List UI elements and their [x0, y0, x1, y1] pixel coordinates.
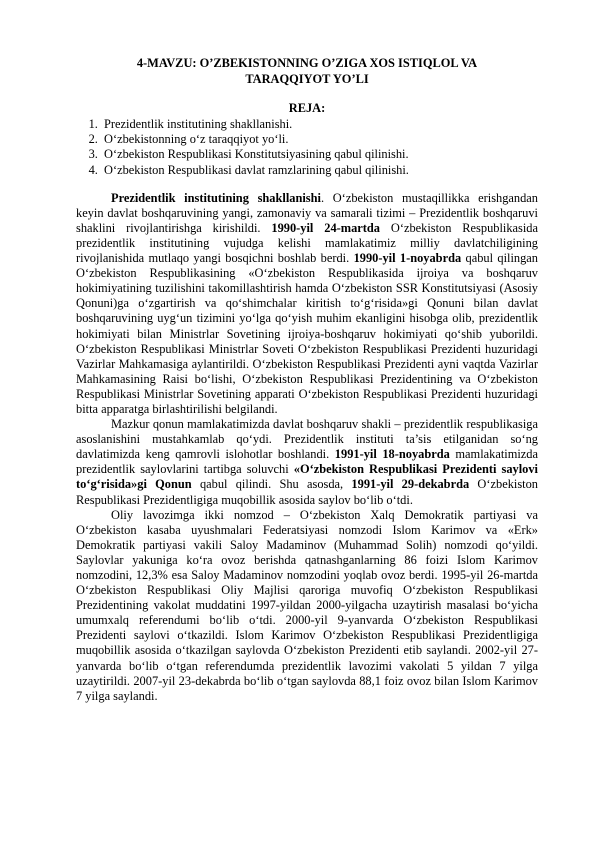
page-title-line-2: TARAQQIYOT YO’LI	[245, 71, 369, 86]
date-highlight: 1990-yil 1-noyabrda	[353, 251, 462, 266]
text-run: Mazkur qonun mamlakatimizda davlat boshqaruv shakli – prezidentlik respublikasiga asoslanishini mustahkamlab qo‘ydi. Prezidentlik instituti ta’sis etilganidan so‘ng davlatimizda keng qamrovli islohotlar boshlandi.	[76, 417, 538, 462]
body-paragraph	[76, 191, 538, 417]
body-paragraph	[76, 508, 538, 704]
plan-item: 2. O‘zbekistonning o‘z taraqqiyot yo‘li.	[101, 132, 538, 147]
date-highlight: 1990-yil 24-martda	[271, 220, 380, 235]
page-title-line-1: 4-MAVZU: O’ZBEKISTONNING O’ZIGA XOS ISTIQLOL VA	[136, 56, 478, 70]
text-run: . O‘zbekiston mustaqillikka erishgandan keyin davlat boshqaruvining yangi, zamonaviy va samarali tizimi – Prezidentlik boshqaruvi shaklini rivojlantirishga kirishildi.	[76, 190, 538, 235]
text-run: O‘zbekiston Respublikasida prezidentlik institutining vujudga kelishi mamlakatimiz milliy davlatchiligining rivojlanishida mutlaqo yangi bosqichni boshlab berdi.	[76, 220, 539, 266]
date-highlight: 1991-yil 18-noyabrda	[334, 447, 450, 462]
text-run: qabul qilindi. Shu asosda,	[191, 477, 352, 492]
page-title	[76, 56, 538, 87]
text-run: Oliy lavozimga ikki nomzod – O‘zbekiston Xalq Demokratik partiyasi va O‘zbekiston kasaba uyushmalari Federatsiyasi nomzodi Islom Karimov va «Erk» Demokratik partiyasi vakili Saloy Madaminov (Muhammad Solih) nomzodi qo‘yildi. Saylovlar yakuniga ko‘ra ovoz berishda qatnashganlarning 86 foizi Islom Karimov nomzodini, 12,3% esa Saloy Madaminov nomzodini yoqlab ovoz berdi. 1995-yil 26-martda O‘zbekiston Respublikasi Oliy Majlisi qaroriga muvofiq O‘zbekiston Respublikasi Prezidentining vakolat muddatini 1997-yildan 2000-yilgacha uzaytirish masalasi bo‘yicha umumxalq referendumi bo‘lib o‘tdi. 2000-yil 9-yanvarda O‘zbekiston Respublikasi Prezidenti saylovi o‘tkazildi. Islom Karimov O‘zbekiston Respublikasi Prezidentligiga muqobillik asosida o‘tkazilgan saylovda O‘zbekiston Prezidenti etib saylandi. 2002-yil 27-yanvarda bo‘lib o‘tgan referendumda prezidentlik lavozimi vakolati 5 yildan 7 yilga uzaytirildi. 2007-yil 23-dekabrda bo‘lib o‘tgan saylovda 88,1 foiz ovoz bilan Islom Karimov 7 yilga saylandi.	[76, 507, 538, 703]
date-highlight: 1991-yil 29-dekabrda	[351, 477, 470, 492]
plan-item: 4. O‘zbekiston Respublikasi davlat ramzlarining qabul qilinishi.	[101, 163, 538, 178]
plan-list	[76, 117, 538, 177]
law-title-highlight: «O‘zbekiston Respublikasi Prezidenti saylovi to‘g‘risida»gi Qonun	[76, 462, 538, 492]
plan-item: 3. O‘zbekiston Respublikasi Konstitutsiyasining qabul qilinishi.	[101, 147, 538, 162]
body-paragraph	[76, 417, 538, 508]
text-run: O‘zbekiston Respublikasi Prezidentligiga muqobillik asosida saylov bo‘lib o‘tdi.	[76, 477, 538, 507]
text-run: qabul qilingan O‘zbekiston Respublikasining «O‘zbekiston Respublikasida ijroiya va boshqaruv hokimiyatining tuzilishini takomillashtirish hamda O‘zbekiston SSR Konstitutsiyasi (Asosiy Qonuni)ga o‘zgartirish va qo‘shimchalar kiritish to‘g‘risida»gi Qonuni bilan davlat boshqaruvining uyg‘un tizimini yo‘lga qo‘yish muhim ekanligini hisobga olib, prezidentlik hokimiyati bilan Ministrlar Sovetining ijroiya-boshqaruv hokimiyati qo‘shib yuborildi. O‘zbekiston Respublikasi Ministrlar Soveti O‘zbekiston Respublikasi Prezidenti huzuridagi Vazirlar Mahkamasiga aylantirildi. O‘zbekiston Respublikasi Prezidenti ayni vaqtda Vazirlar Mahkamasining Raisi bo‘lishi, O‘zbekiston Respublikasi Prezidentining va O‘zbekiston Respublikasi Ministrlar Sovetining apparati O‘zbekiston Respublikasi Prezidenti huzuridagi bitta apparatga birlashtirilishi belgilandi.	[76, 251, 538, 416]
text-run: mamlakatimizda prezidentlik saylovlarini tartibga soluvchi	[76, 447, 538, 477]
plan-item: 1. Prezidentlik institutining shakllanishi.	[101, 117, 538, 132]
paragraph-heading: Prezidentlik institutining shakllanishi	[111, 190, 321, 205]
document-body	[76, 191, 538, 704]
plan-heading: REJA:	[288, 101, 326, 116]
